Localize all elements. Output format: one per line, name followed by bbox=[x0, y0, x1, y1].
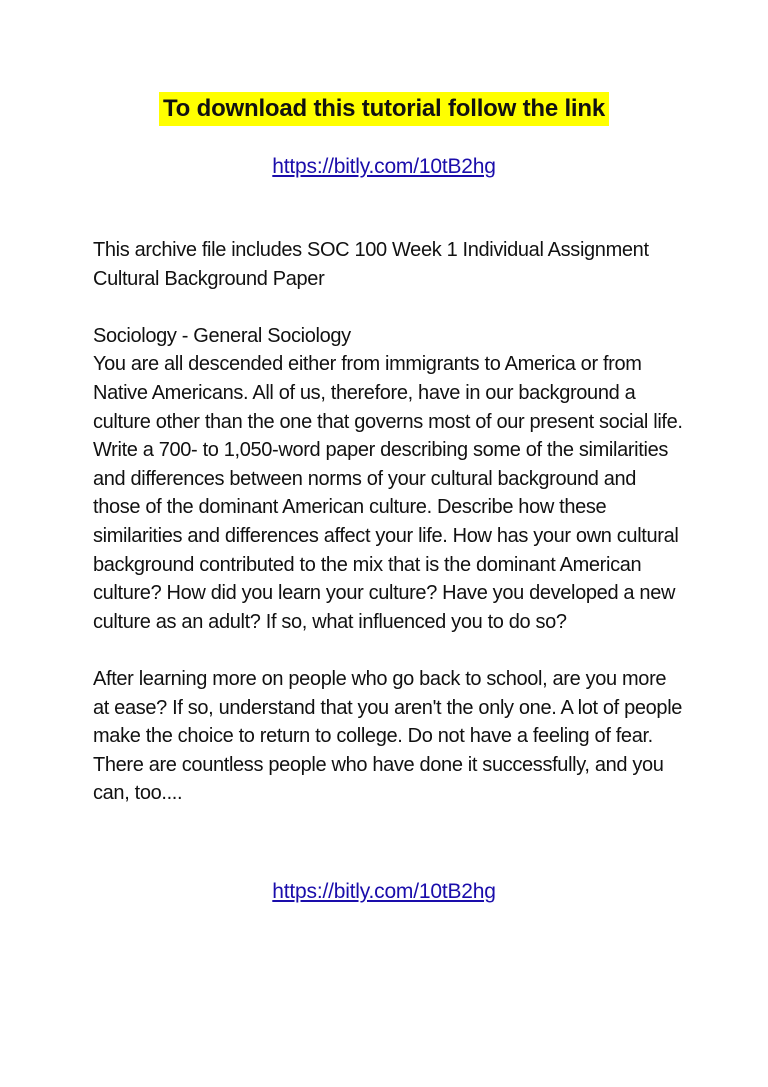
document-body bbox=[93, 236, 683, 808]
paragraph-gap bbox=[93, 293, 683, 322]
intro-paragraph: This archive file includes SOC 100 Week 1 Individual Assignment Cultural Background Paper bbox=[93, 239, 649, 290]
assignment-paragraph: You are all descended either from immigrants to America or from Native Americans. All of us, therefore, have in our background a culture other than the one that governs most of our present social life. bbox=[93, 353, 683, 433]
headline-container bbox=[0, 92, 768, 126]
category-line: Sociology - General Sociology bbox=[93, 324, 351, 347]
download-link-bottom[interactable]: https://bitly.com/10tB2hg bbox=[272, 880, 496, 903]
download-link-top[interactable]: https://bitly.com/10tB2hg bbox=[272, 155, 496, 178]
headline: To download this tutorial follow the link bbox=[159, 92, 609, 126]
closing-paragraph: After learning more on people who go back to school, are you more at ease? If so, understand that you aren't the only one. A lot of people make the choice to return to college. Do not have a feeling of fear. There are countless people who have done it successfully, and you can, too.... bbox=[93, 667, 683, 805]
instructions-paragraph: Write a 700- to 1,050-word paper describing some of the similarities and differences between norms of your cultural background and those of the dominant American culture. Describe how these similarities and differences affect your life. How has your own cultural background contributed to the mix that is the dominant American culture? How did you learn your culture? Have you developed a new culture as an adult? If so, what influenced you to do so? bbox=[93, 439, 679, 633]
paragraph-gap bbox=[93, 636, 683, 665]
